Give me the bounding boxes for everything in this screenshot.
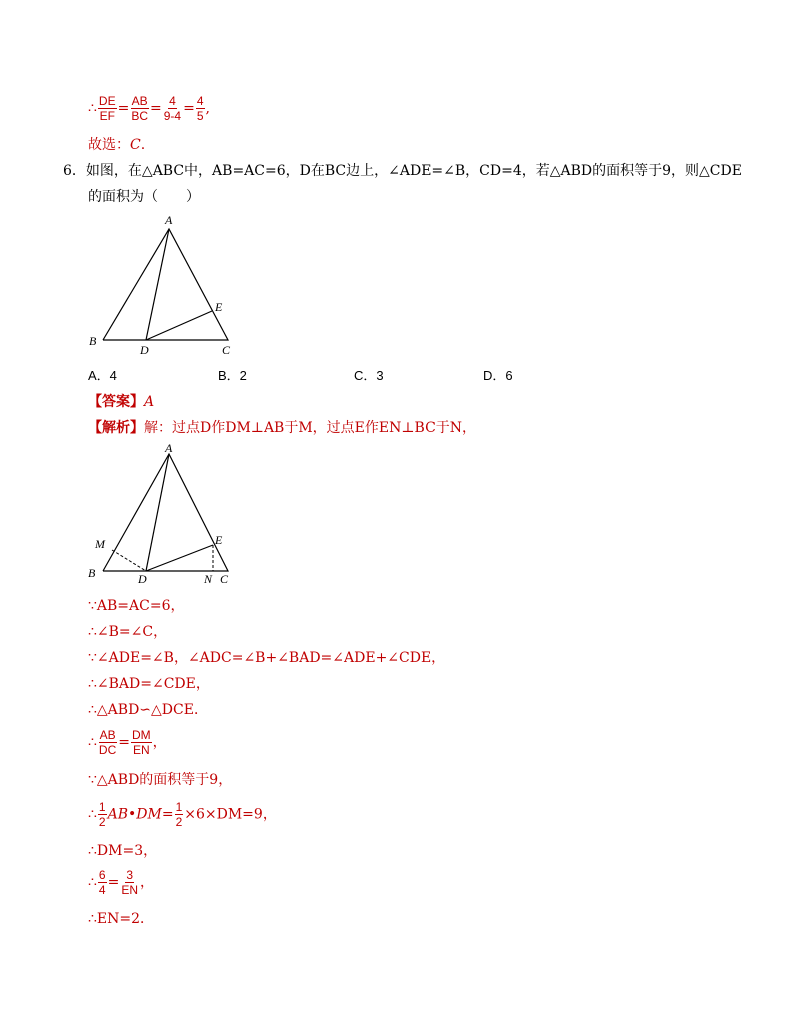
fraction-4-5: $\frac{4}{5}$ <box>196 94 204 123</box>
solution-figure <box>80 440 250 590</box>
label-a: A <box>165 213 173 227</box>
previous-answer-line: 故选：C. <box>88 137 146 153</box>
fraction-4-9minus4: $\frac{4}{9-4}$ <box>163 94 182 123</box>
fraction-dm-en: $\frac{DM}{EN}$ <box>132 728 151 757</box>
label-c-2: C <box>220 572 229 586</box>
step-3: ∵∠ADE=∠B，∠ADC=∠B+∠BAD=∠ADE+∠CDE， <box>88 650 446 666</box>
answer-line <box>88 393 154 411</box>
analysis-tag: 【解析】 <box>88 420 144 436</box>
label-b: B <box>89 334 97 348</box>
step-9: ∴DM=3， <box>88 843 158 859</box>
step-11: ∴EN=2． <box>88 911 155 927</box>
step-8: ∴ $\frac{1}{2}$ AB•DM= $\frac{1}{2}$ ×6×DM=9， <box>88 800 277 829</box>
label-m: M <box>95 537 105 551</box>
step-6: ∴ $\frac{AB}{DC}$ = $\frac{DM}{EN}$ ， <box>88 728 167 757</box>
question-number: 6． <box>63 163 86 179</box>
step-1: ∵AB=AC=6， <box>88 598 185 614</box>
dashed-dm <box>112 550 146 571</box>
label-b-2: B <box>88 566 96 580</box>
answer-value: A <box>144 394 155 410</box>
segment-de-2 <box>146 545 213 571</box>
option-b[interactable]: B．2 <box>218 368 247 383</box>
fraction-one-half-a: $\frac{1}{2}$ <box>98 800 106 829</box>
step-4: ∴∠BAD=∠CDE， <box>88 676 210 692</box>
fraction-ab-dc: $\frac{AB}{DC}$ <box>98 728 117 757</box>
label-c: C <box>222 343 231 357</box>
fraction-de-ef: $\frac{DE}{EF}$ <box>98 94 116 123</box>
option-c[interactable]: C．3 <box>354 368 384 383</box>
option-a[interactable]: A．4 <box>88 368 117 383</box>
analysis-line <box>88 419 476 437</box>
therefore-symbol: ∴ <box>88 100 97 117</box>
segment-ad-2 <box>146 454 169 571</box>
segment-ad <box>146 229 169 340</box>
label-d-2: D <box>138 572 147 586</box>
step-7: ∵△ABD的面积等于9， <box>88 772 233 788</box>
answer-tag: 【答案】 <box>88 394 144 410</box>
analysis-text: 解：过点D作DM⊥AB于M，过点E作EN⊥BC于N， <box>144 420 477 436</box>
question-6-line1 <box>63 162 742 180</box>
question-text: 如图，在△ABC中，AB=AC=6，D在BC边上，∠ADE=∠B，CD=4，若△ABD的面积等于9，则△CDE <box>85 163 742 179</box>
label-e: E <box>215 300 223 314</box>
fraction-6-4: $\frac{6}{4}$ <box>98 868 106 897</box>
question-6-line2: 的面积为（ ） <box>88 189 200 205</box>
label-n: N <box>204 572 213 586</box>
step-2: ∴∠B=∠C， <box>88 624 168 640</box>
step-5: ∴△ABD∽△DCE． <box>88 702 208 718</box>
label-d: D <box>140 343 149 357</box>
step-10: ∴ $\frac{6}{4}$ = $\frac{3}{EN}$ ， <box>88 868 155 897</box>
label-e-2: E <box>215 533 223 547</box>
fraction-one-half-b: $\frac{1}{2}$ <box>175 800 183 829</box>
label-a-2: A <box>165 441 173 455</box>
option-d[interactable]: D．6 <box>483 368 513 383</box>
ratio-result-line: ∴ $\frac{DE}{EF}$ = $\frac{AB}{BC}$ = $\frac{4}{9-4}$ = $\frac{4}{5}$ , <box>88 94 210 123</box>
segment-de <box>146 311 212 340</box>
triangle-figure <box>80 210 250 360</box>
fraction-ab-bc: $\frac{AB}{BC}$ <box>131 94 148 123</box>
fraction-3-en: $\frac{3}{EN}$ <box>121 868 139 897</box>
